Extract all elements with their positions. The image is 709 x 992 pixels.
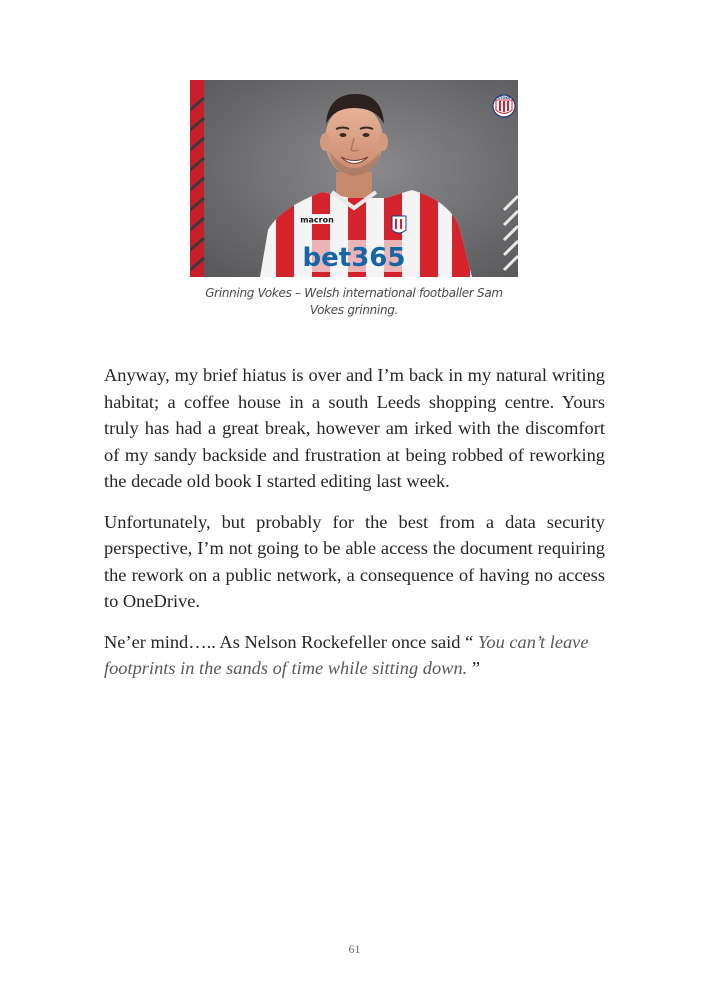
footballer-photo [190, 80, 518, 277]
paragraph-1: Anyway, my brief hiatus is over and I’m back in my natural writing habitat; a coffee house in a south Leeds shopping centre. Yours truly has had a great break, however am irked with the discomfort of my sandy backside and frustration at being robbed of reworking the decade old book I started editing last week. [104, 365, 605, 491]
quote-lead: Ne’er mind….. As Nelson Rockefeller once said “ [104, 631, 478, 652]
club-crest-text: STOKE [497, 96, 511, 100]
paragraph-3 [104, 629, 605, 682]
paragraph-2: Unfortunately, but probably for the best from a data security perspective, I’m not going to be able access the document requiring the rework on a public network, a consequence of having no access to OneDrive. [104, 511, 605, 611]
caption-line-1: Grinning Vokes – Welsh international footballer Sam [205, 286, 503, 300]
article-body [104, 362, 605, 696]
quote-tail: ” [467, 658, 480, 678]
caption-line-2: Vokes grinning. [309, 303, 399, 317]
shirt-sponsor-text: bet365 [302, 243, 406, 273]
club-crest-icon [493, 95, 515, 117]
kit-maker-text: macron [300, 215, 334, 225]
page-number: 61 [348, 942, 361, 956]
photo-caption [178, 285, 530, 319]
rockefeller-quote: You can’t leave footprints in the sands of time while sitting down. [104, 631, 589, 678]
shirt-crest-icon [392, 216, 406, 233]
left-stripes-graphic [190, 80, 204, 277]
